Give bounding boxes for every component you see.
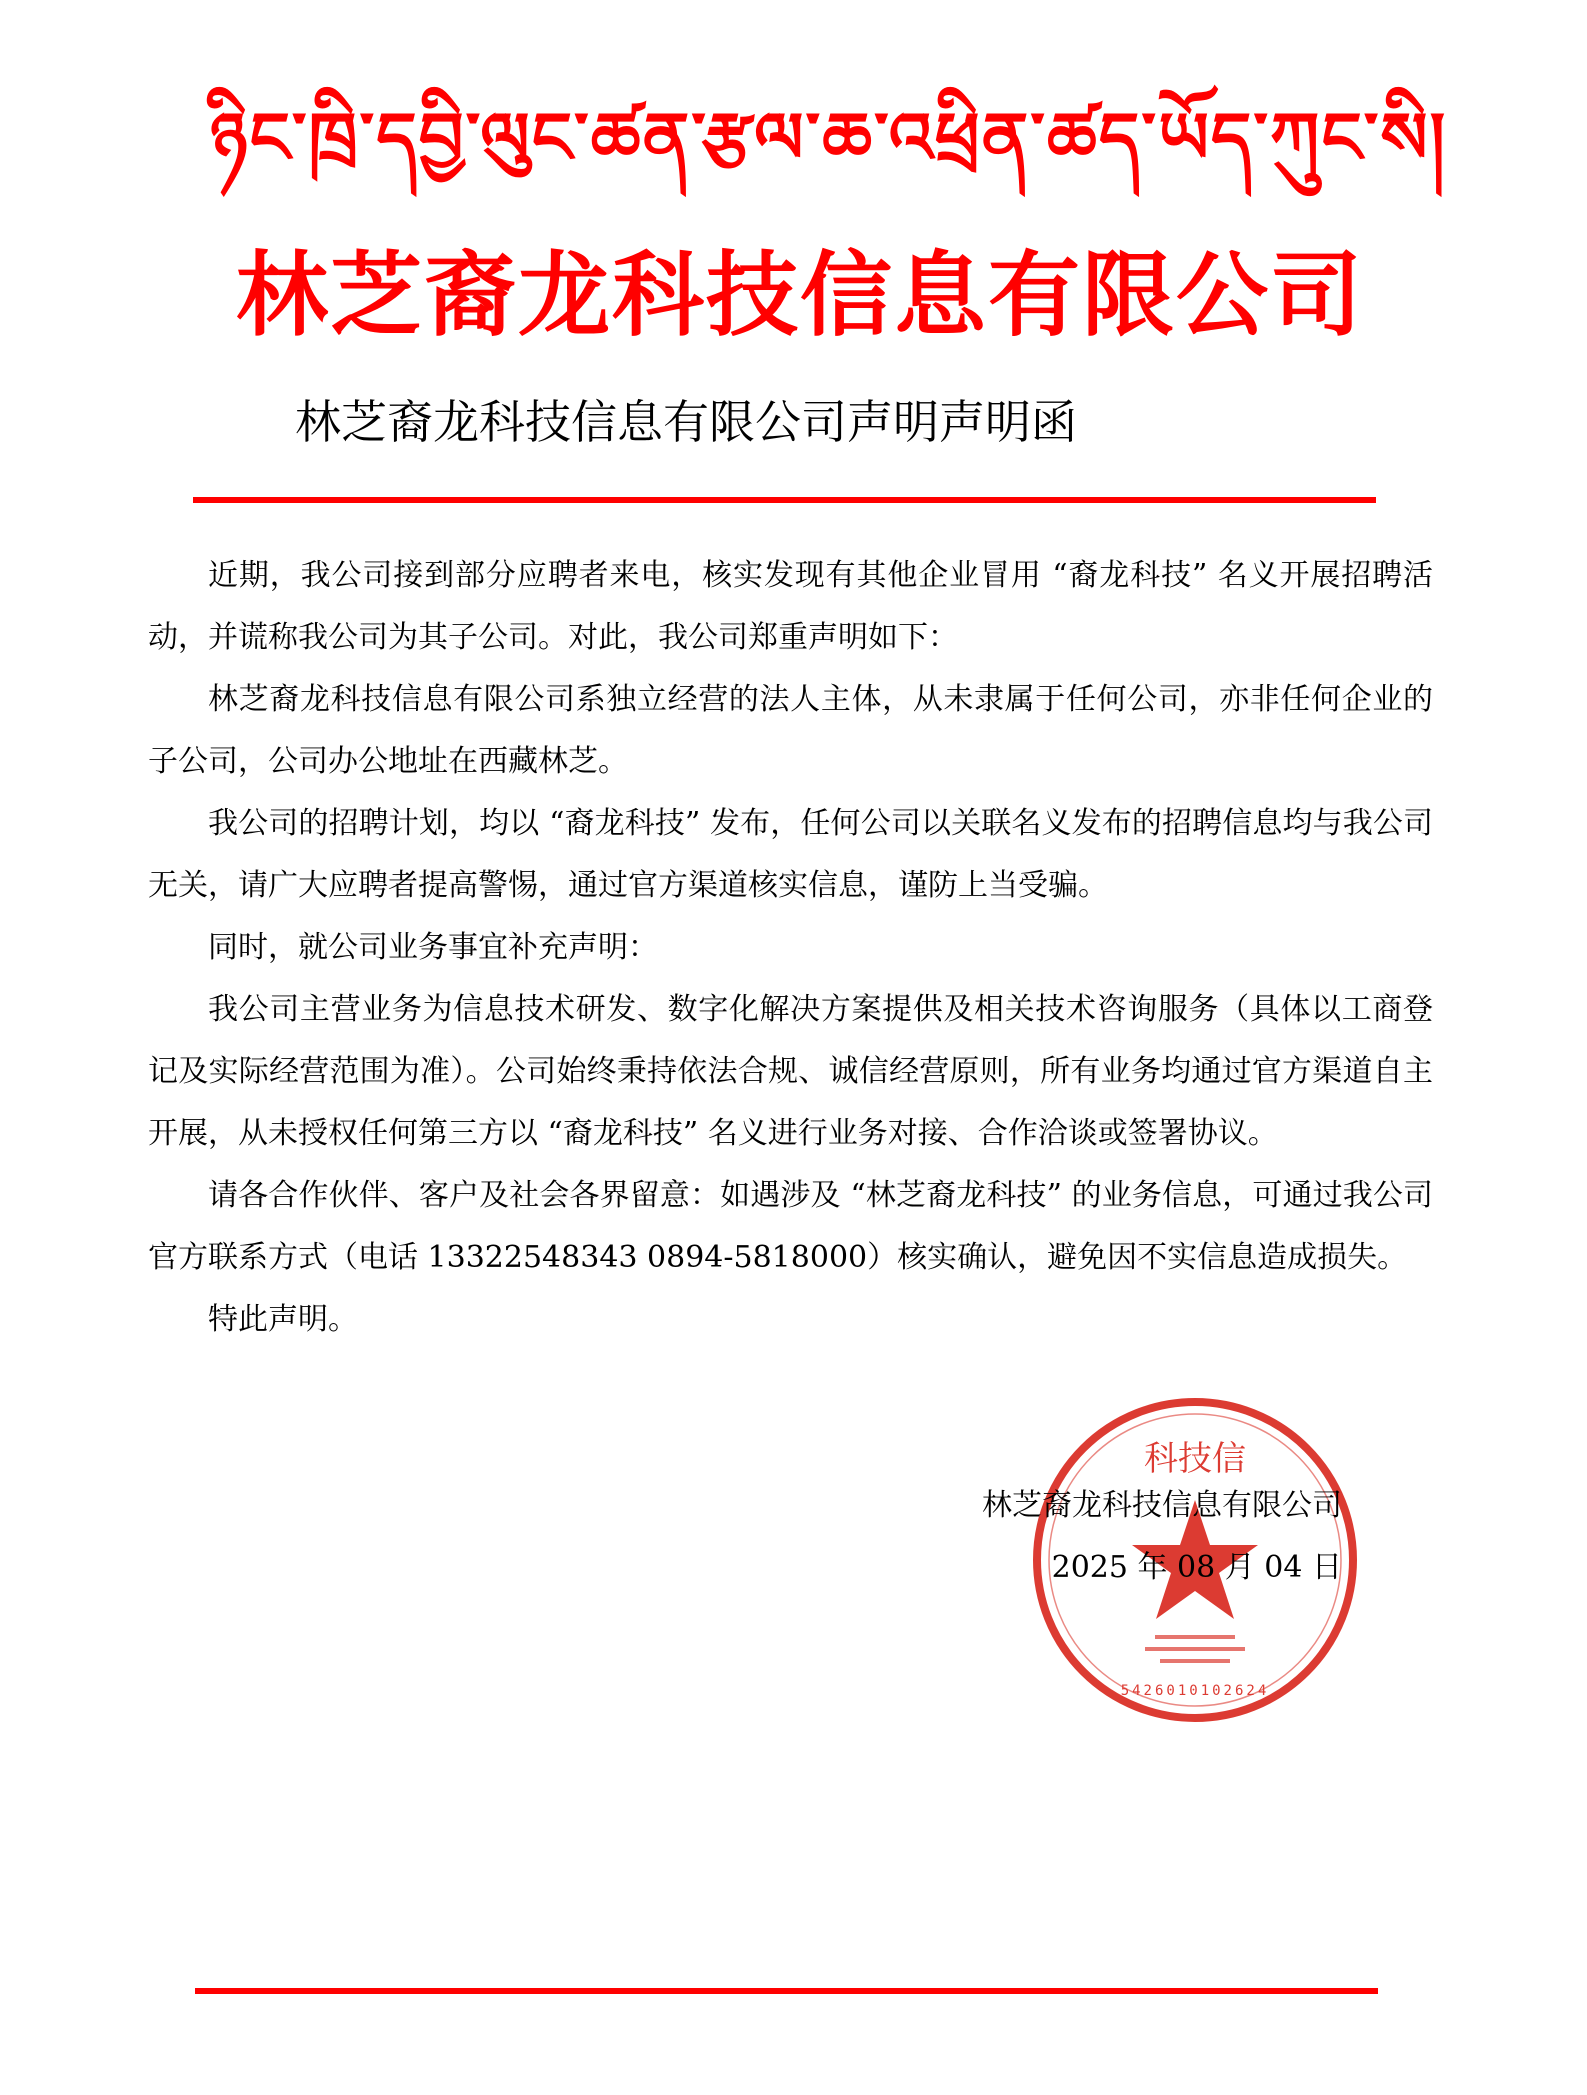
paragraph: 同时，就公司业务事宜补充声明：: [208, 930, 658, 965]
signature-company: 林芝裔龙科技信息有限公司: [982, 1488, 1342, 1523]
document-body: [148, 545, 1433, 1351]
footer-divider: [195, 1988, 1378, 1994]
document-title: 林芝裔龙科技信息有限公司声明声明函: [295, 395, 1077, 449]
paragraph: 近期，我公司接到部分应聘者来电，核实发现有其他企业冒用 “裔龙科技” 名义开展招聘活动，并谎称我公司为其子公司。对此，我公司郑重声明如下：: [148, 558, 1433, 655]
seal-center-text: 科技信: [1144, 1439, 1246, 1479]
paragraph: 请各合作伙伴、客户及社会各界留意：如遇涉及 “林芝裔龙科技” 的业务信息，可通过我公司官方联系方式（电话 13322548343 0894-5818000）核实确认，避免因不实信息造成损失。: [148, 1178, 1433, 1275]
paragraph: 我公司的招聘计划，均以 “裔龙科技” 发布，任何公司以关联名义发布的招聘信息均与我公司无关，请广大应聘者提高警惕，通过官方渠道核实信息，谨防上当受骗。: [148, 806, 1433, 903]
signature-date: 2025 年 08 月 04 日: [1051, 1550, 1342, 1585]
signature-block: [982, 1475, 1342, 1599]
paragraph: 林芝裔龙科技信息有限公司系独立经营的法人主体，从未隶属于任何公司，亦非任何企业的子公司，公司办公地址在西藏林芝。: [148, 682, 1433, 779]
header-divider: [193, 497, 1376, 503]
tibetan-company-name: ཉིང་ཁྲི་དབྱི་ལུང་ཚན་རྩལ་ཆ་འཕྲིན་ཚད་ཡོད་ཀུང་སི།: [210, 97, 1448, 179]
paragraph: 我公司主营业务为信息技术研发、数字化解决方案提供及相关技术咨询服务（具体以工商登记及实际经营范围为准）。公司始终秉持依法合规、诚信经营原则，所有业务均通过官方渠道自主开展，从未授权任何第三方以 “裔龙科技” 名义进行业务对接、合作洽谈或签署协议。: [148, 992, 1433, 1151]
letterhead-company-name: 林芝裔龙科技信息有限公司: [235, 241, 1364, 349]
closing-statement: 特此声明。: [208, 1302, 358, 1337]
seal-serial: 5426010102624: [1120, 1683, 1270, 1699]
